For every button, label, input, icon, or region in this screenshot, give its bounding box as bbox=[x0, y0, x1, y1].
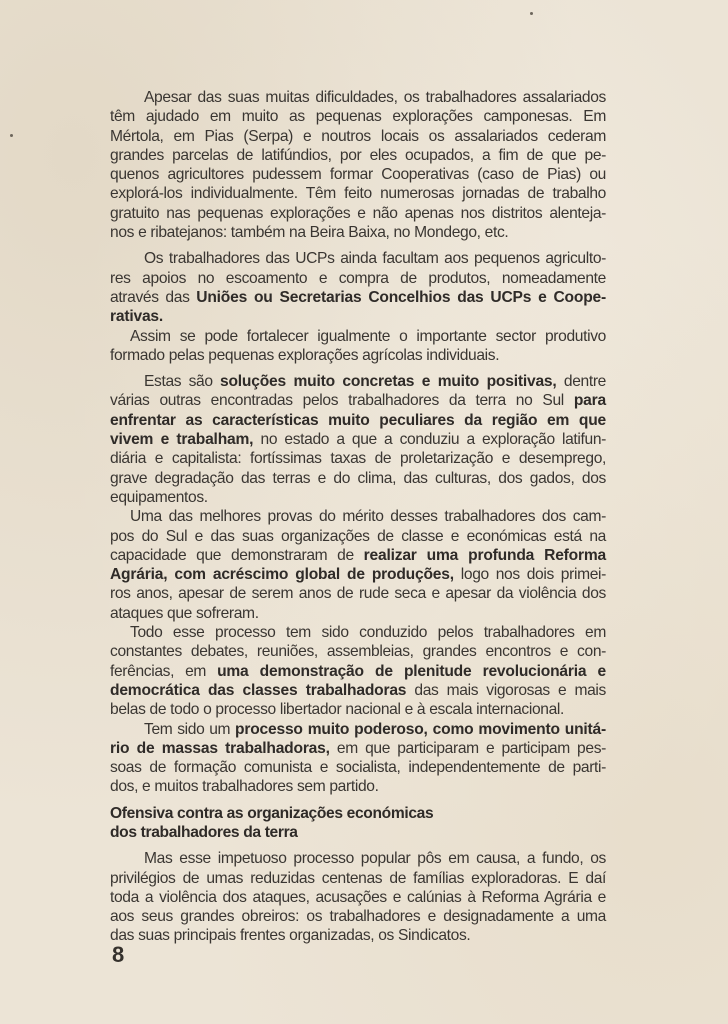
bold-text: soluções muito concretas e muito positivas, bbox=[220, 373, 557, 391]
text-run: Os trabalhadores das UCPs ainda facultam aos pequenos agriculto- bbox=[144, 250, 606, 268]
bold-text: democrática das classes trabalhadoras bbox=[110, 681, 407, 699]
paragraph bbox=[110, 327, 606, 366]
closing-paragraph bbox=[110, 849, 606, 945]
text-line bbox=[110, 391, 606, 410]
text-run: Tem sido um bbox=[144, 720, 236, 738]
text-line bbox=[110, 527, 606, 546]
text-line bbox=[110, 546, 606, 565]
text-line bbox=[110, 584, 606, 603]
text-run: formado pelas pequenas explorações agrícolas individuais. bbox=[110, 346, 500, 364]
spacer bbox=[110, 242, 606, 249]
text-line bbox=[110, 204, 606, 223]
body-text bbox=[110, 88, 606, 797]
text-run: soas de formação comunista e socialista, independentemente de parti- bbox=[110, 759, 606, 777]
text-line bbox=[110, 107, 606, 126]
text-run: grandes parcelas de latifúndios, por eles ocupados, a fim de que pe- bbox=[110, 146, 606, 164]
bold-text: rio de massas trabalhadoras, bbox=[110, 739, 330, 757]
text-line bbox=[110, 411, 606, 430]
text-line bbox=[110, 604, 606, 623]
text-line bbox=[110, 642, 606, 661]
text-run: capacidade que demonstraram de bbox=[110, 546, 364, 564]
text-line bbox=[110, 449, 606, 468]
text-line bbox=[110, 223, 606, 242]
text-run: várias outras encontradas pelos trabalhadores da terra no Sul bbox=[110, 392, 574, 410]
text-run: Todo esse processo tem sido conduzido pelos trabalhadores em bbox=[130, 624, 606, 642]
text-run: dos, e muitos trabalhadores sem partido. bbox=[110, 778, 379, 796]
paragraph bbox=[110, 249, 606, 326]
text-line bbox=[110, 249, 606, 268]
text-run: diária e capitalista: fortíssimas taxas de proletarização e desemprego, bbox=[110, 450, 606, 468]
text-line bbox=[110, 469, 606, 488]
text-line bbox=[110, 146, 606, 165]
text-run: Estas são bbox=[144, 373, 220, 391]
text-run: aos seus grandes obreiros: os trabalhadores e designadamente a uma bbox=[110, 908, 606, 926]
text-line bbox=[110, 127, 606, 146]
section-heading bbox=[110, 804, 606, 843]
text-run: gratuito nas pequenas explorações e não apenas nos distritos alenteja- bbox=[110, 204, 606, 222]
spacer bbox=[110, 842, 606, 849]
text-line bbox=[110, 869, 606, 888]
text-run: Mas esse impetuoso processo popular pôs em causa, a fundo, os bbox=[144, 850, 606, 868]
bold-text: uma demonstração de plenitude revolucionária e bbox=[217, 662, 606, 680]
text-line bbox=[110, 88, 606, 107]
bold-text: processo muito poderoso, como movimento unitá- bbox=[235, 720, 606, 738]
text-line bbox=[110, 430, 606, 449]
text-run: res apoios no escoamento e compra de produtos, nomeadamente bbox=[110, 269, 606, 287]
spacer bbox=[110, 365, 606, 372]
text-line bbox=[110, 926, 606, 945]
text-run: logo nos dois primei- bbox=[453, 566, 606, 584]
bold-text: realizar uma profunda Reforma bbox=[363, 546, 606, 564]
paragraph bbox=[110, 507, 606, 623]
text-line bbox=[110, 165, 606, 184]
paragraph bbox=[110, 720, 606, 797]
text-run: pos do Sul e das suas organizações de classe e económicas está na bbox=[110, 527, 606, 545]
text-run: no estado a que a conduziu a exploração latifun- bbox=[253, 431, 606, 449]
text-run: Mértola, em Pias (Serpa) e noutros locais os assalariados cederam bbox=[110, 127, 606, 145]
text-line bbox=[110, 327, 606, 346]
bold-text: enfrentar as características muito peculiares da região em que bbox=[110, 411, 606, 429]
text-line bbox=[110, 346, 606, 365]
text-line bbox=[110, 739, 606, 758]
paragraph bbox=[110, 372, 606, 507]
text-line bbox=[110, 507, 606, 526]
paragraph bbox=[110, 623, 606, 719]
text-line bbox=[110, 681, 606, 700]
text-run: quenos agricultores pudessem formar Cooperativas (caso de Pias) ou bbox=[110, 166, 606, 184]
text-run: dentre bbox=[556, 373, 606, 391]
paragraph bbox=[110, 88, 606, 242]
text-run: em que participaram e participam pes- bbox=[329, 739, 606, 757]
text-line bbox=[110, 307, 606, 326]
text-line bbox=[110, 565, 606, 584]
text-run: através das bbox=[110, 288, 197, 306]
text-line bbox=[110, 700, 606, 719]
text-line bbox=[110, 269, 606, 288]
paragraph bbox=[110, 849, 606, 945]
text-run: das mais vigorosas e mais bbox=[406, 681, 606, 699]
text-line bbox=[110, 849, 606, 868]
text-column bbox=[110, 88, 606, 946]
section-heading-line: Ofensiva contra as organizações económicas bbox=[110, 804, 434, 822]
bold-text: rativas. bbox=[110, 308, 164, 326]
paper-speck bbox=[10, 134, 13, 137]
text-run: grave degradação das terras e do clima, das culturas, dos gados, dos bbox=[110, 469, 606, 487]
text-run: nos e ribatejanos: também na Beira Baixa, no Mondego, etc. bbox=[110, 224, 509, 242]
text-line bbox=[110, 288, 606, 307]
text-run: Uma das melhores provas do mérito desses trabalhadores dos cam- bbox=[130, 508, 606, 526]
text-run: equipamentos. bbox=[110, 488, 208, 506]
text-line bbox=[110, 907, 606, 926]
text-run: ferências, em bbox=[110, 662, 218, 680]
text-line bbox=[110, 184, 606, 203]
text-line bbox=[110, 758, 606, 777]
text-run: belas de todo o processo libertador nacional e à escala internacional. bbox=[110, 701, 565, 719]
text-run: ros anos, apesar de serem anos de rude seca e apesar da violência dos bbox=[110, 585, 606, 603]
text-line bbox=[110, 488, 606, 507]
section-heading-line: dos trabalhadores da terra bbox=[110, 823, 298, 841]
bold-text: vivem e trabalham, bbox=[110, 431, 254, 449]
text-run: Apesar das suas muitas dificuldades, os trabalhadores assalariados bbox=[144, 89, 606, 106]
text-line bbox=[110, 662, 606, 681]
text-line bbox=[110, 888, 606, 907]
text-run: Assim se pode fortalecer igualmente o importante sector produtivo bbox=[130, 327, 606, 345]
text-line bbox=[110, 623, 606, 642]
spacer bbox=[110, 797, 606, 804]
text-run: constantes debates, reuniões, assembleias, grandes encontros e con- bbox=[110, 643, 606, 661]
text-run: das suas principais frentes organizadas, os Sindicatos. bbox=[110, 927, 471, 945]
text-run: têm ajudado em muito as pequenas explorações camponesas. Em bbox=[110, 108, 606, 126]
bold-text: Agrária, com acréscimo global de produções, bbox=[110, 566, 454, 584]
text-run: ataques que sofreram. bbox=[110, 604, 259, 622]
bold-text: para bbox=[573, 392, 606, 410]
text-line bbox=[110, 777, 606, 796]
text-run: explorá-los individualmente. Têm feito numerosas jornadas de trabalho bbox=[110, 185, 606, 203]
page-number: 8 bbox=[112, 942, 125, 967]
text-line bbox=[110, 720, 606, 739]
text-line bbox=[110, 372, 606, 391]
paper-speck bbox=[530, 12, 533, 15]
text-run: privilégios de umas reduzidas centenas de famílias exploradoras. E daí bbox=[110, 869, 606, 887]
bold-text: Uniões ou Secretarias Concelhios das UCPs e Coope- bbox=[196, 288, 606, 306]
text-run: toda a violência dos ataques, acusações e calúnias à Reforma Agrária e bbox=[110, 888, 606, 906]
